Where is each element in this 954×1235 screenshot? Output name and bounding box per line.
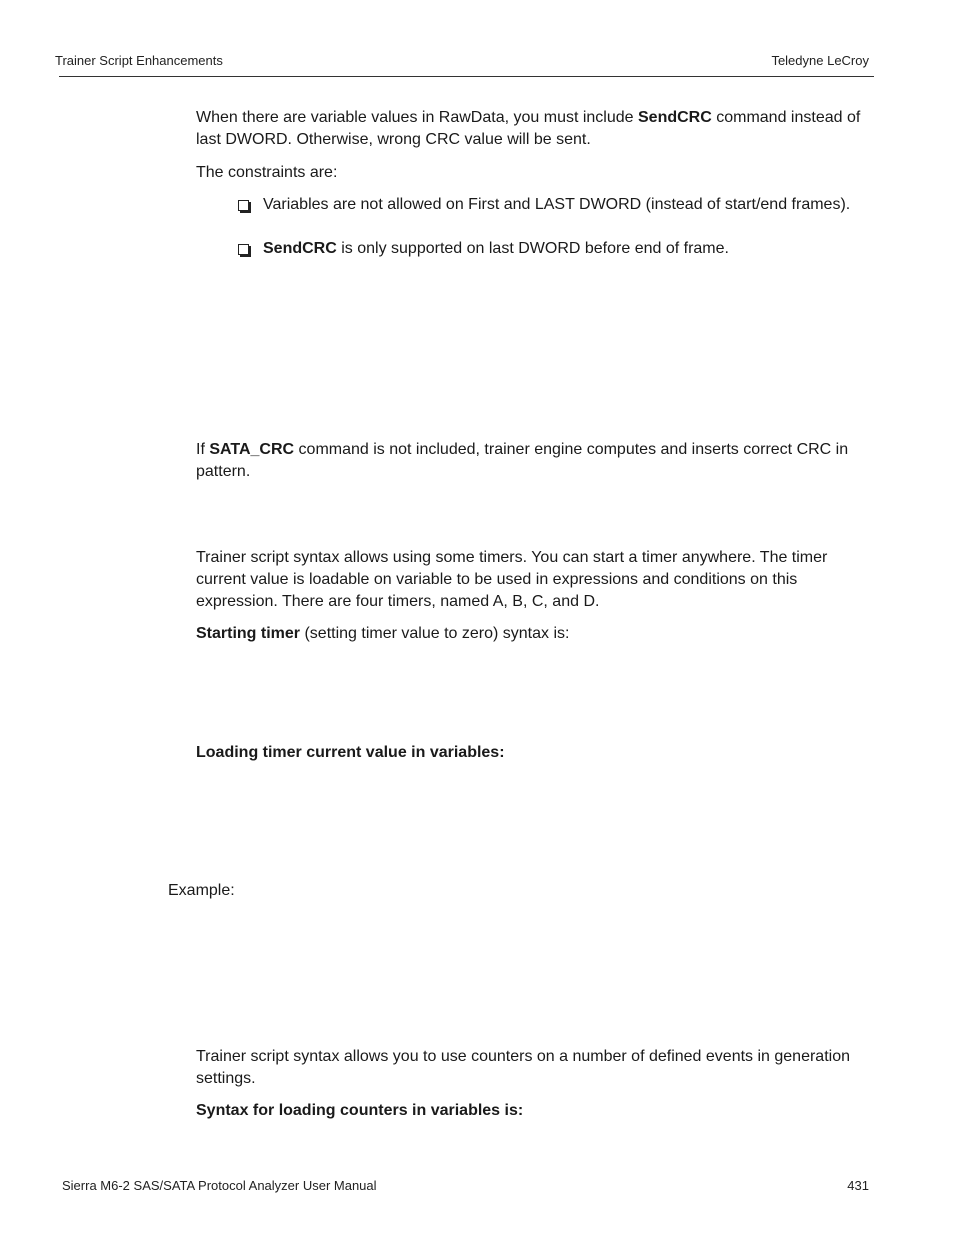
starting-timer-label: Starting timer: [196, 625, 301, 642]
running-header-company: Teledyne LeCroy: [771, 53, 869, 68]
sendcrc-keyword: SendCRC: [263, 240, 337, 257]
sendcrc-keyword: SendCRC: [638, 109, 712, 126]
checkbox-bullet-icon: [238, 200, 249, 211]
starting-timer-text: (setting timer value to zero) syntax is:: [300, 625, 570, 642]
timers-intro-paragraph: Trainer script syntax allows using some timers. You can start a timer anywhere. The timer current value is loadable on variable to be used in expressions and conditions on this expression. There are four timers, named A, B, C, and D.: [196, 549, 828, 610]
header-rule: [59, 76, 874, 77]
sendcrc-text-pre: When there are variable values in RawData, you must include: [196, 109, 638, 126]
counters-syntax-heading: Syntax for loading counters in variables is:: [196, 1102, 524, 1119]
loading-timer-heading: Loading timer current value in variables:: [196, 744, 505, 761]
constraint-item-2-text: is only supported on last DWORD before end of frame.: [336, 240, 729, 257]
sendcrc-text-post: command instead of last DWORD. Otherwise, wrong CRC value will be sent.: [196, 109, 861, 148]
counters-intro-paragraph: Trainer script syntax allows you to use counters on a number of defined events in generation settings.: [196, 1048, 850, 1087]
sata-crc-keyword: SATA_CRC: [209, 441, 295, 458]
running-header-title: Trainer Script Enhancements: [55, 53, 223, 68]
footer-manual-title: Sierra M6-2 SAS/SATA Protocol Analyzer User Manual: [62, 1178, 377, 1193]
example-label: Example:: [168, 882, 235, 899]
checkbox-bullet-icon: [238, 244, 249, 255]
sendcrc-paragraph: [196, 107, 876, 151]
constraints-intro: The constraints are:: [196, 164, 338, 181]
sata-crc-text-post: command is not included, trainer engine computes and inserts correct CRC in pattern.: [196, 441, 849, 480]
sata-crc-paragraph: [196, 439, 876, 483]
constraint-item-2: [263, 238, 863, 260]
constraint-item-1: Variables are not allowed on First and LAST DWORD (instead of start/end frames).: [263, 196, 851, 213]
footer-page-number: 431: [847, 1178, 869, 1193]
sata-crc-text-pre: If: [196, 441, 210, 458]
starting-timer-paragraph: [196, 623, 876, 645]
